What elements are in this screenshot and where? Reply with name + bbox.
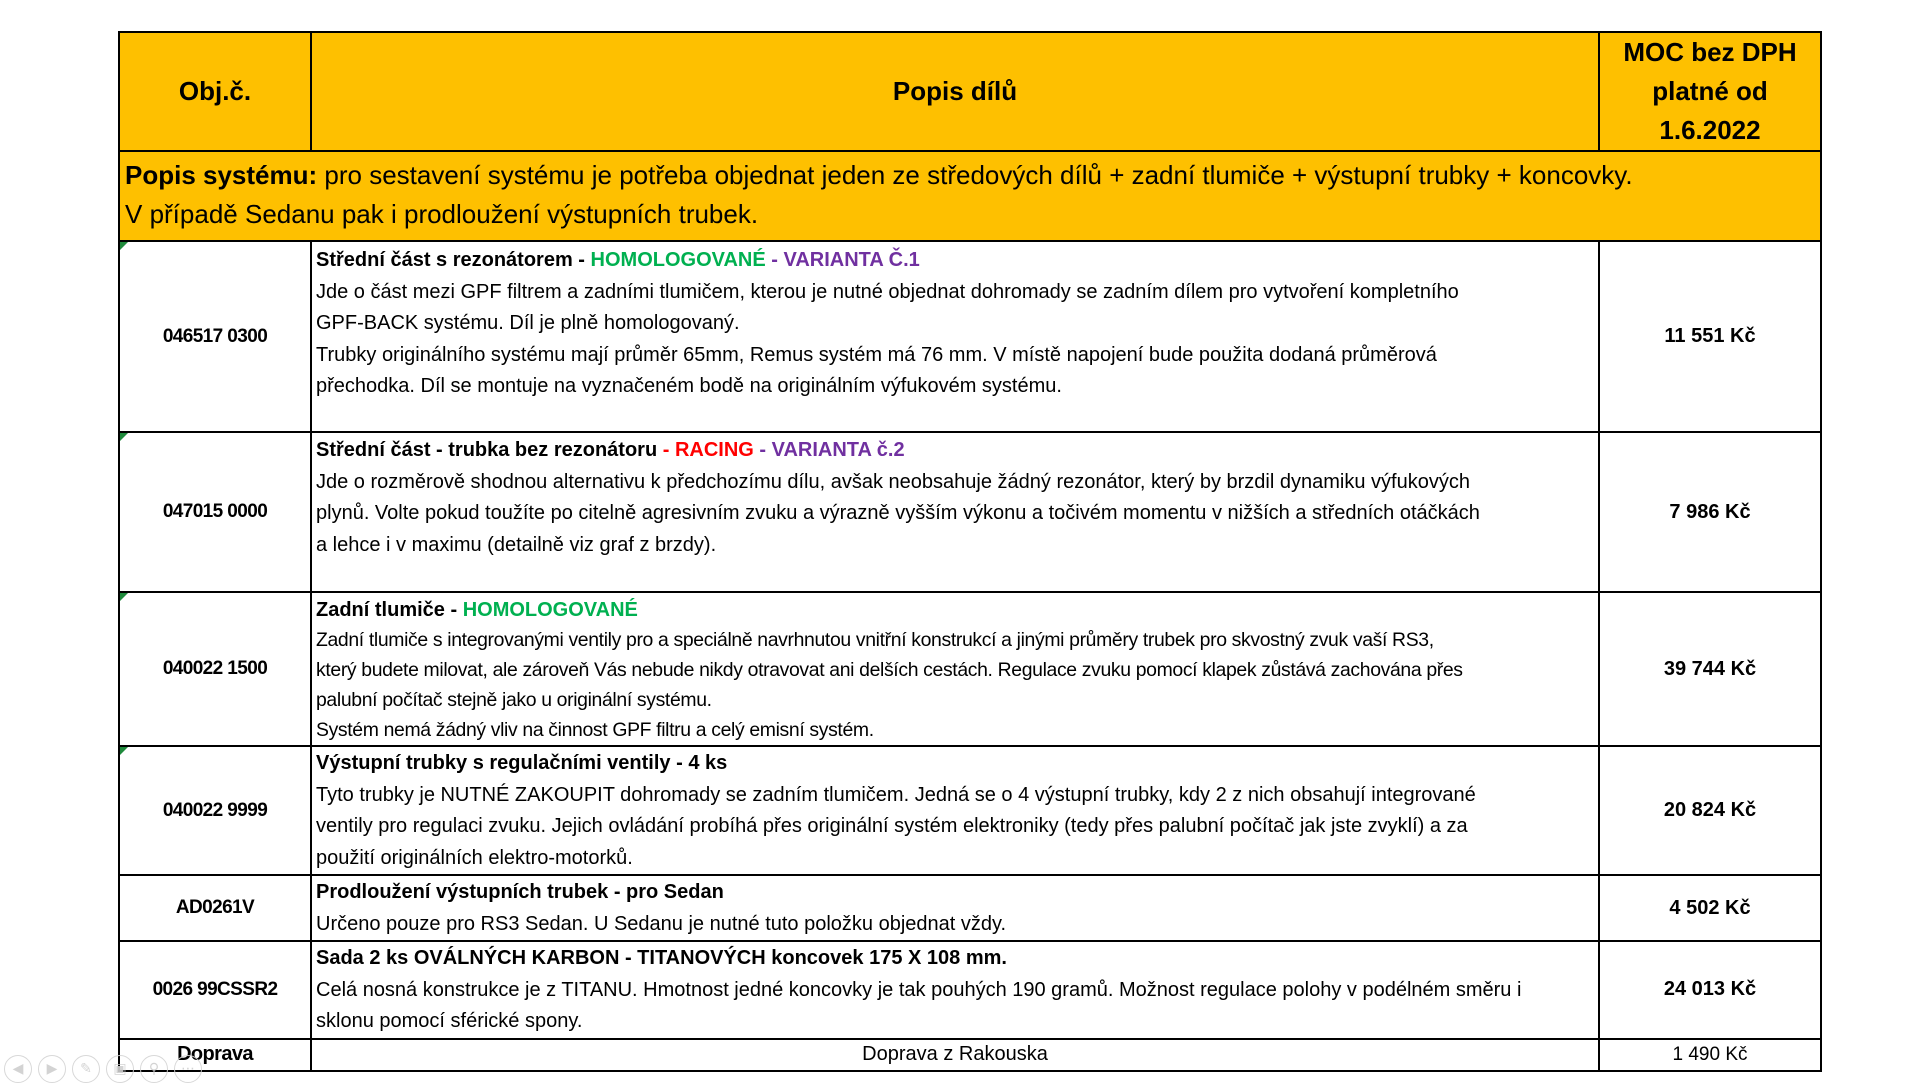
separator: -	[657, 439, 675, 461]
part-code	[119, 432, 311, 592]
part-title-line	[316, 943, 1594, 975]
part-title: Střední část - trubka bez rezonátoru	[316, 439, 658, 461]
description-line: sklonu pomocí sférické spony.	[316, 1010, 583, 1032]
part-code-text: 046517 0300	[162, 325, 268, 347]
part-code-text: 047015 0000	[162, 501, 268, 522]
description-line: Jde o část mezi GPF filtrem a zadními tlumičem, kterou je nutné objednat dohromady se zadním dílem pro vytvoření kompletního	[316, 280, 1459, 303]
table-row	[119, 241, 1821, 432]
shipping-price: 1 490 Kč	[1599, 1039, 1821, 1071]
part-title-line	[316, 435, 1594, 467]
description-line: Tyto trubky je NUTNÉ ZAKOUPIT dohromady se zadním tlumičem. Jedná se o 4 výstupní trubky, kdy 2 z nich obsahují integrované	[316, 783, 1476, 806]
part-price: 11 551 Kč	[1599, 241, 1821, 432]
system-note-text: V případě Sedanu pak i prodloužení výstupních trubek.	[125, 199, 759, 229]
table-row	[119, 746, 1821, 875]
system-note-label: Popis systému:	[125, 160, 318, 190]
system-note	[119, 151, 1821, 241]
part-description	[311, 746, 1599, 875]
part-description	[311, 592, 1599, 746]
tag-homologated: HOMOLOGOVANÉ	[462, 599, 638, 621]
part-title-line	[316, 595, 1594, 625]
description-line: Určeno pouze pro RS3 Sedan. U Sedanu je nutné tuto položku objednat vždy.	[316, 912, 1007, 935]
slides-icon[interactable]: ▣	[106, 1055, 134, 1083]
description-line: použití originálních elektro-motorků.	[316, 846, 633, 869]
description-line: GPF-BACK systému. Díl je plně homologovaný.	[316, 312, 740, 334]
part-code: 0026 99CSSR2	[119, 941, 311, 1039]
description-line: který budete milovat, ale zároveň Vás nebude nikdy otravovat ani delších cestách. Regulace zvuku pomocí klapek zůstává zachována přes	[316, 659, 1463, 681]
part-price: 24 013 Kč	[1599, 941, 1821, 1039]
more-icon[interactable]: ⋯	[174, 1055, 202, 1083]
part-code	[119, 746, 311, 875]
part-code-text: 040022 9999	[162, 799, 268, 821]
header-description: Popis dílů	[311, 32, 1599, 151]
part-price: 20 824 Kč	[1599, 746, 1821, 875]
part-code: AD0261V	[119, 875, 311, 941]
prev-slide-icon[interactable]: ◀	[4, 1055, 32, 1083]
separator: -	[753, 439, 772, 461]
separator: -	[444, 599, 463, 621]
part-title: Výstupní trubky s regulačními ventily - 4 ks	[316, 752, 728, 774]
part-title: Zadní tlumiče	[316, 599, 445, 621]
part-title-line	[316, 245, 1594, 277]
comment-marker-icon	[120, 433, 128, 441]
part-title: Střední část s rezonátorem	[316, 249, 573, 271]
description-line: palubní počítač stejně jako u originální systému.	[316, 689, 712, 711]
next-slide-icon[interactable]: ▶	[38, 1055, 66, 1083]
part-price: 39 744 Kč	[1599, 592, 1821, 746]
shipping-row	[119, 1039, 1821, 1071]
part-price: 7 986 Kč	[1599, 432, 1821, 592]
header-row	[119, 32, 1821, 151]
description-line: a lehce i v maximu (detailně viz graf z brzdy).	[316, 533, 717, 556]
separator: -	[765, 249, 784, 271]
tag-variant: VARIANTA Č.1	[783, 249, 920, 271]
shipping-description: Doprava z Rakouska	[311, 1039, 1599, 1071]
part-price: 4 502 Kč	[1599, 875, 1821, 941]
part-code	[119, 241, 311, 432]
table-row	[119, 941, 1821, 1039]
pen-icon[interactable]: ✎	[72, 1055, 100, 1083]
part-description	[311, 941, 1599, 1039]
tag-homologated: HOMOLOGOVANÉ	[590, 249, 766, 271]
part-title: Prodloužení výstupních trubek - pro Sedan	[316, 881, 724, 903]
shipping-label: Doprava	[119, 1039, 311, 1071]
description-line: plynů. Volte pokud toužíte po citelně agresivním zvuku a výrazně vyšším výkonu a točivém momentu v nižších a středních otáčkách	[316, 502, 1480, 524]
comment-marker-icon	[120, 593, 128, 601]
part-description	[311, 875, 1599, 941]
part-code	[119, 592, 311, 746]
table-row	[119, 592, 1821, 746]
part-title-line	[316, 877, 1594, 909]
tag-racing: RACING	[674, 439, 754, 461]
description-line: Trubky originálního systému mají průměr 65mm, Remus systém má 76 mm. V místě napojení bude použita dodaná průměrová	[316, 343, 1437, 366]
header-price-line: MOC bez DPH	[1623, 37, 1797, 67]
part-description	[311, 241, 1599, 432]
description-line: Systém nemá žádný vliv na činnost GPF filtru a celý emisní systém.	[316, 719, 874, 741]
zoom-icon[interactable]: ⚲	[140, 1055, 168, 1083]
header-code: Obj.č.	[119, 32, 311, 151]
separator: -	[572, 249, 591, 271]
description-line: ventily pro regulaci zvuku. Jejich ovládání probíhá přes originální systém elektroniky (tedy přes palubní počítač jak jste zvyklí) a za	[316, 815, 1468, 837]
system-note-text: pro sestavení systému je potřeba objednat jeden ze středových dílů + zadní tlumiče + výstupní trubky + koncovky.	[317, 160, 1633, 190]
part-title: Sada 2 ks OVÁLNÝCH KARBON - TITANOVÝCH koncovek 175 X 108 mm.	[316, 947, 1007, 969]
system-note-row	[119, 151, 1821, 241]
description-line: Celá nosná konstrukce je z TITANU. Hmotnost jedné koncovky je tak pouhých 190 gramů. Možnost regulace polohy v podélném směru i	[316, 978, 1522, 1001]
table-row	[119, 875, 1821, 941]
header-price-line: 1.6.2022	[1659, 115, 1761, 145]
tag-variant: VARIANTA č.2	[771, 439, 905, 461]
part-description	[311, 432, 1599, 592]
comment-marker-icon	[120, 242, 128, 250]
comment-marker-icon	[120, 747, 128, 755]
price-list-table	[118, 31, 1822, 1072]
slideshow-toolbar	[4, 1055, 202, 1083]
header-price	[1599, 32, 1821, 151]
header-price-line: platné od	[1652, 76, 1768, 106]
part-code-text: 040022 1500	[162, 658, 268, 679]
description-line: Zadní tlumiče s integrovanými ventily pro a speciálně navrhnutou vnitřní konstrukcí a jinými průměry trubek pro skvostný zvuk vaší RS3,	[316, 629, 1434, 651]
part-title-line	[316, 748, 1594, 780]
description-line: přechodka. Díl se montuje na vyznačeném bodě na originálním výfukovém systému.	[316, 375, 1062, 397]
description-line: Jde o rozměrově shodnou alternativu k předchozímu dílu, avšak neobsahuje žádný rezonátor, který by brzdil dynamiku výfukových	[316, 470, 1470, 493]
table-row	[119, 432, 1821, 592]
